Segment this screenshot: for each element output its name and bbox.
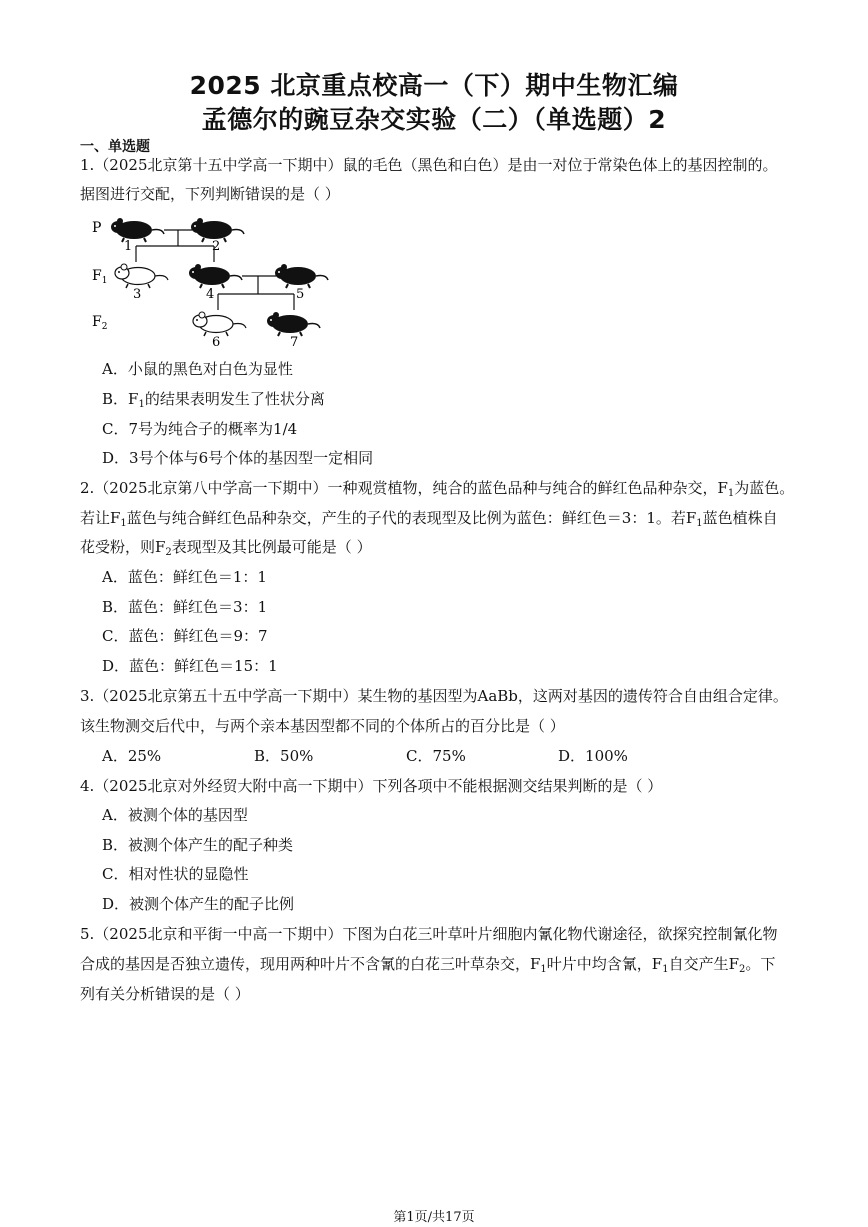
q5-stem-line-1: 5.（2025北京和平街一中高一下期中）下图为白花三叶草叶片细胞内氰化物代谢途径，欲探究控制氰化物 xyxy=(80,925,778,943)
q4-option-c: C．相对性状的显隐性 xyxy=(102,865,249,883)
gen-label-p: P xyxy=(92,220,102,236)
mouse-2-number: 2 xyxy=(212,239,221,254)
q3-option-c: C．75% xyxy=(406,747,466,765)
q4-stem-line-1: 4.（2025北京对外经贸大附中高一下期中）下列各项中不能根据测交结果判断的是（ ） xyxy=(80,777,663,795)
q2-stem-line-1: 2.（2025北京第八中学高一下期中）一种观赏植物，纯合的蓝色品种与纯合的鲜红色品种杂交，$F_1$为蓝色。 xyxy=(80,479,795,499)
mouse-5-number: 5 xyxy=(296,287,305,302)
q2-option-a: A．蓝色：鲜红色＝1：1 xyxy=(102,568,267,586)
q3-stem-line-2: 该生物测交后代中，与两个亲本基因型都不同的个体所占的百分比是（ ） xyxy=(80,717,565,735)
q1-stem-line-1: 1.（2025北京第十五中学高一下期中）鼠的毛色（黑色和白色）是由一对位于常染色体上的基因控制的。 xyxy=(80,156,778,174)
page-footer: 第1页/共17页 xyxy=(393,1210,475,1225)
mouse-7-number: 7 xyxy=(290,335,299,350)
mouse-5-black xyxy=(275,264,328,288)
mouse-6-white xyxy=(193,312,246,336)
mouse-6-number: 6 xyxy=(212,335,221,350)
mouse-3-white xyxy=(115,264,168,288)
q3-option-b: B．50% xyxy=(254,747,314,765)
mouse-pedigree-diagram xyxy=(86,210,346,350)
q4-option-d: D．被测个体产生的配子比例 xyxy=(102,895,295,913)
section-heading: 一、单选题 xyxy=(80,139,150,155)
q3-stem-line-1: 3.（2025北京第五十五中学高一下期中）某生物的基因型为AaBb，这两对基因的遗传符合自由组合定律。 xyxy=(80,687,788,705)
gen-label-f2: $F_2$ xyxy=(92,314,108,332)
q2-stem-line-2: 若让$F_1$蓝色与纯合鲜红色品种杂交，产生的子代的表现型及比例为蓝色：鲜红色＝3：1。若$F_1$蓝色植株自 xyxy=(80,509,778,529)
mouse-3-number: 3 xyxy=(133,287,142,302)
mouse-4-number: 4 xyxy=(206,287,215,302)
q1-option-d: D．3号个体与6号个体的基因型一定相同 xyxy=(102,449,374,467)
q4-option-b: B．被测个体产生的配子种类 xyxy=(102,836,294,854)
q1-option-c: C．7号为纯合子的概率为1/4 xyxy=(102,420,298,438)
mouse-4-black xyxy=(189,264,242,288)
q1-stem-line-2: 据图进行交配，下列判断错误的是（ ） xyxy=(80,185,340,203)
q2-option-d: D．蓝色：鲜红色＝15：1 xyxy=(102,657,278,675)
mouse-1-black xyxy=(111,218,164,242)
mouse-1-number: 1 xyxy=(124,239,133,254)
q5-stem-line-3: 列有关分析错误的是（ ） xyxy=(80,985,250,1003)
document-title-line-1: 2025 北京重点校高一（下）期中生物汇编 xyxy=(189,71,679,100)
mouse-7-black xyxy=(267,312,320,336)
q5-stem-line-2: 合成的基因是否独立遗传，现用两种叶片不含氰的白花三叶草杂交，$F_1$叶片中均含氰，$F_1$自交产生$F_2$。下 xyxy=(80,955,776,975)
q2-stem-line-3: 花受粉，则$F_2$表现型及其比例最可能是（ ） xyxy=(80,538,372,558)
q2-option-b: B．蓝色：鲜红色＝3：1 xyxy=(102,598,268,616)
q1-option-b: B．$F_1$的结果表明发生了性状分离 xyxy=(102,390,325,410)
q3-option-a: A．25% xyxy=(102,747,162,765)
document-title-line-2: 孟德尔的豌豆杂交实验（二）（单选题）2 xyxy=(201,105,667,134)
q4-option-a: A．被测个体的基因型 xyxy=(102,806,248,824)
q3-options-row xyxy=(102,746,628,766)
q1-option-a: A．小鼠的黑色对白色为显性 xyxy=(102,360,293,378)
gen-label-f1: $F_1$ xyxy=(92,268,108,286)
q2-option-c: C．蓝色：鲜红色＝9：7 xyxy=(102,627,268,645)
q3-option-d: D．100% xyxy=(558,747,628,765)
